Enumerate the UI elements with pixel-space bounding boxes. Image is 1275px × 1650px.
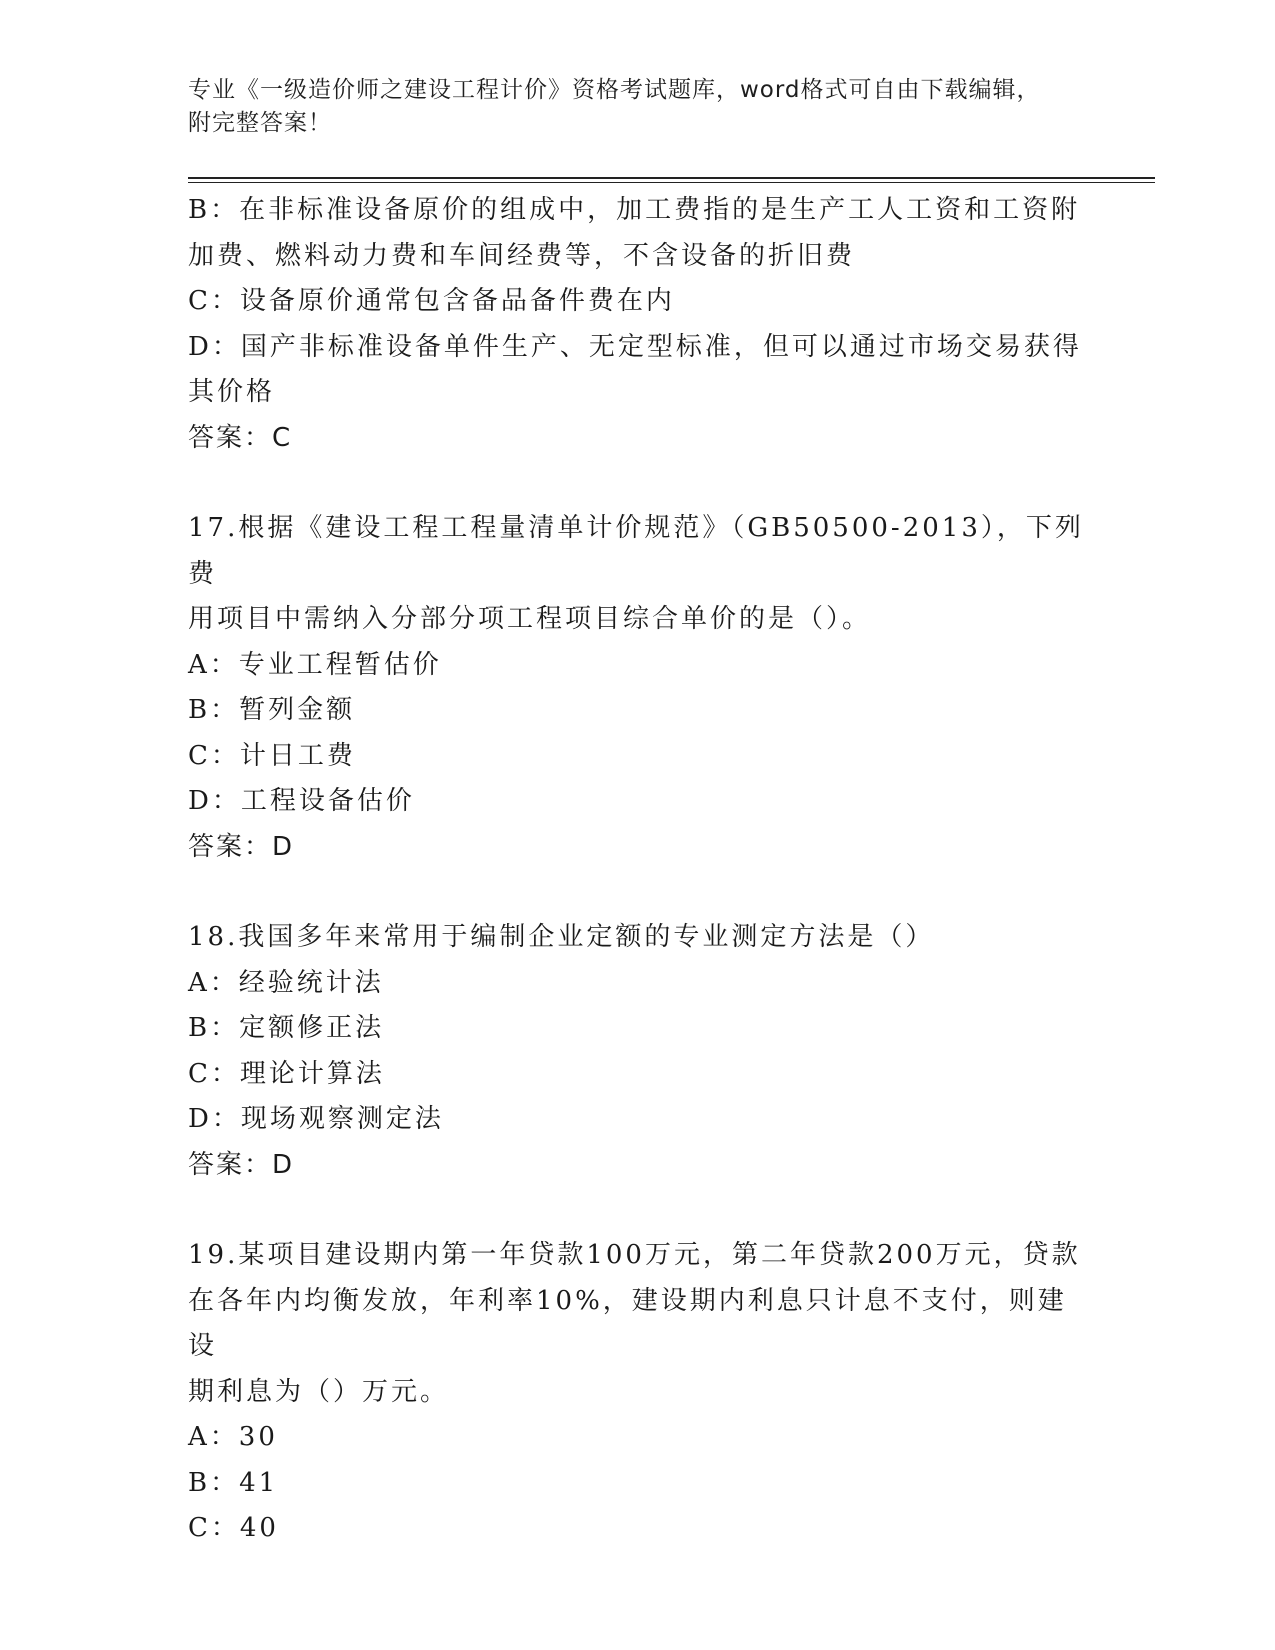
spacer [188, 870, 1088, 915]
header-line-1: 专业《一级造价师之建设工程计价》资格考试题库，word格式可自由下载编辑， [188, 77, 1041, 103]
option-d-line-1: D：国产非标准设备单件生产、无定型标准，但可以通过市场交易获得 [188, 331, 1082, 362]
option-c: C：设备原价通常包含备品备件费在内 [188, 286, 675, 316]
question-stem: 18.我国多年来常用于编制企业定额的专业测定方法是（） [188, 922, 935, 952]
option-d: D：工程设备估价 [188, 786, 415, 816]
option-b: B：定额修正法 [188, 1013, 385, 1043]
answer: 答案：D [188, 831, 295, 862]
question-stem-line-2: 用项目中需纳入分部分项工程项目综合单价的是（）。 [188, 604, 872, 634]
question-content [188, 188, 1088, 1552]
spacer [188, 1188, 1088, 1233]
question-stem-line-1: 17.根据《建设工程工程量清单计价规范》（GB50500-2013），下列费 [188, 513, 1084, 589]
question-18 [188, 915, 1088, 1188]
question-stem-line-2: 在各年内均衡发放，年利率10%，建设期内利息只计息不支付，则建设 [188, 1285, 1067, 1361]
option-c: C：计日工费 [188, 740, 356, 771]
option-a: A：专业工程暂估价 [188, 649, 442, 680]
question-19 [188, 1233, 1088, 1552]
header-divider-thin [188, 182, 1155, 183]
header-divider-thick [188, 177, 1155, 179]
answer: 答案：C [188, 422, 293, 453]
question-stem-line-1: 19.某项目建设期内第一年贷款100万元，第二年贷款200万元，贷款 [188, 1240, 1081, 1270]
option-a: A：30 [188, 1422, 278, 1452]
option-d: D：现场观察测定法 [188, 1104, 444, 1134]
option-b-line-1: B：在非标准设备原价的组成中，加工费指的是生产工人工资和工资附 [188, 195, 1081, 225]
option-b: B：暂列金额 [188, 695, 356, 725]
answer: 答案：D [188, 1149, 295, 1180]
option-c: C：40 [188, 1513, 279, 1543]
option-c: C：理论计算法 [188, 1058, 385, 1089]
question-stem-line-3: 期利息为（）万元。 [188, 1376, 450, 1407]
option-a: A：经验统计法 [188, 967, 384, 998]
document-header [188, 74, 1088, 140]
question-17 [188, 506, 1088, 870]
spacer [188, 461, 1088, 506]
option-b: B：41 [188, 1467, 279, 1498]
option-d-line-2: 其价格 [188, 377, 276, 407]
option-b-line-2: 加费、燃料动力费和车间经费等，不含设备的折旧费 [188, 240, 856, 271]
header-line-2: 附完整答案！ [188, 110, 332, 136]
question-16-continued [188, 188, 1088, 461]
